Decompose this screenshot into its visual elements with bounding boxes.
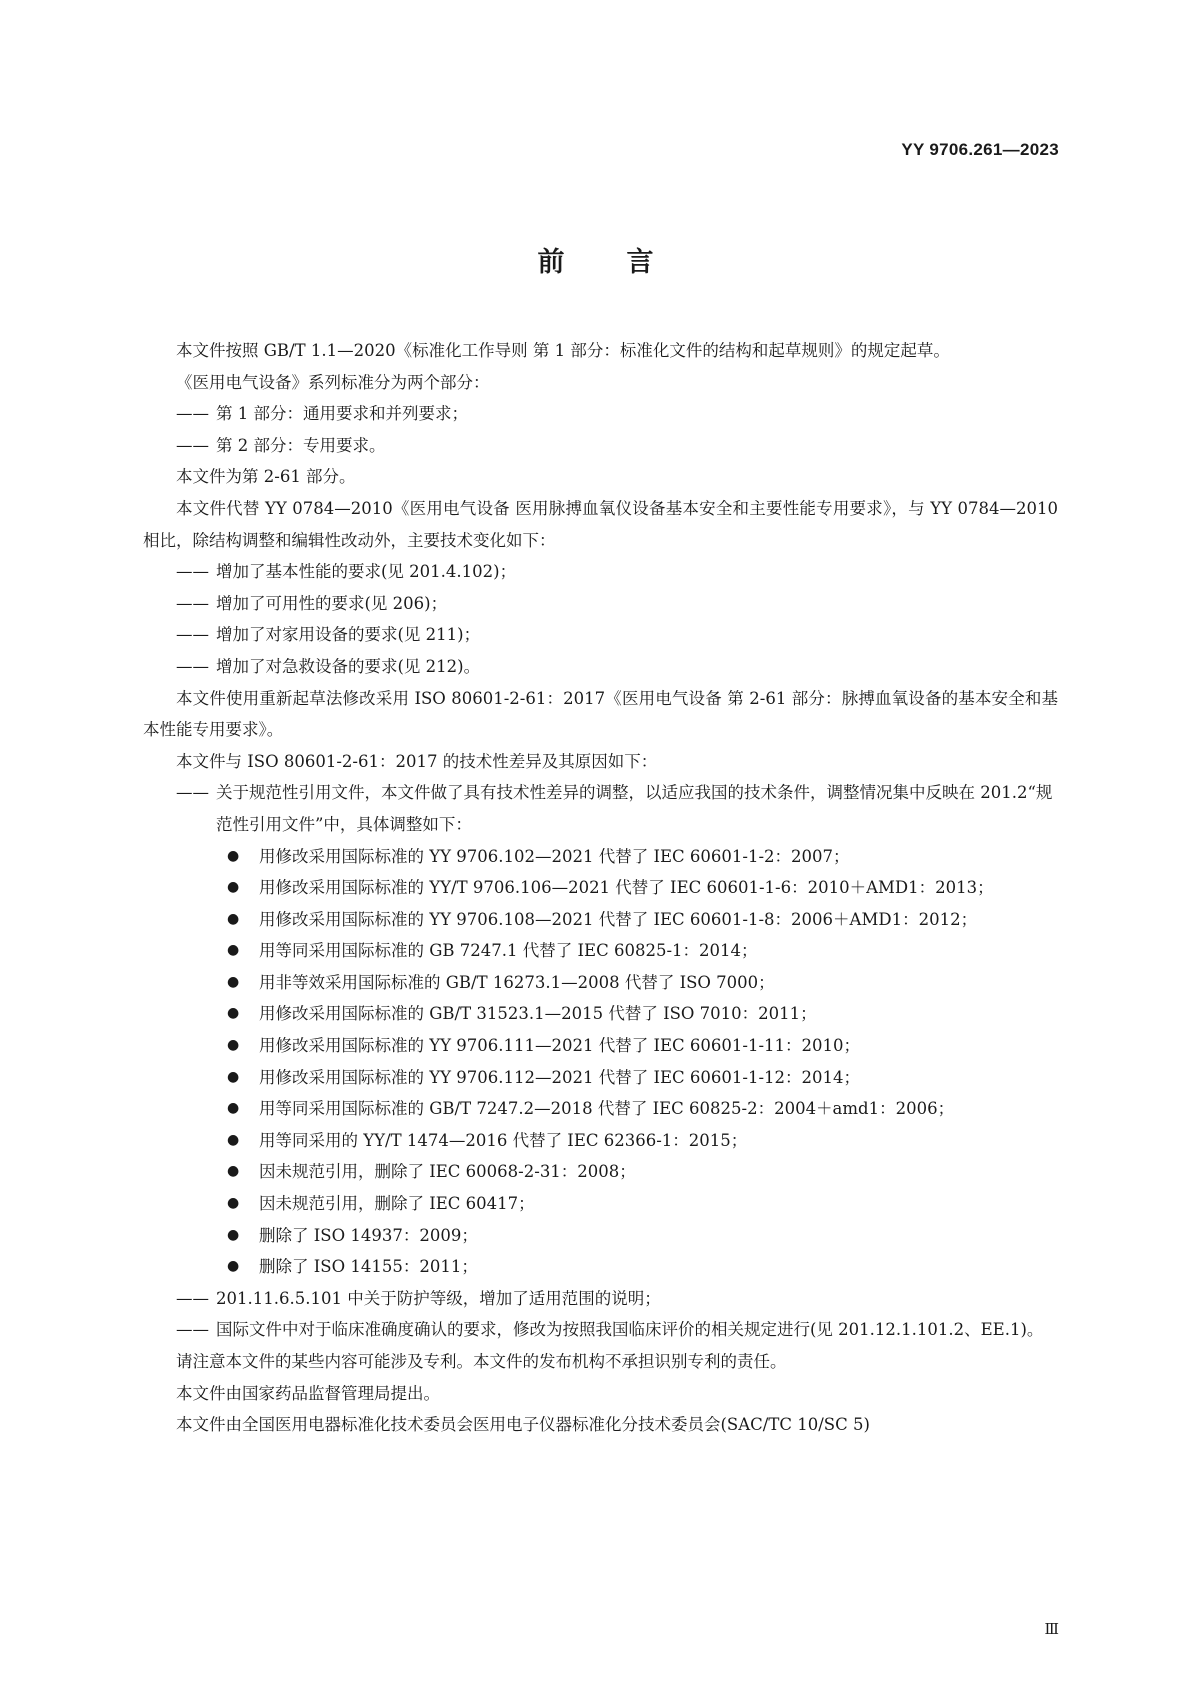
bullet-item: ● 用等同采用的 YY/T 1474—2016 代替了 IEC 62366-1：2015； xyxy=(143,1125,1058,1157)
bullet-icon: ● xyxy=(227,1068,240,1085)
paragraph-proposer: 本文件由国家药品监督管理局提出。 xyxy=(176,1383,440,1403)
bullet-item: ● 用修改采用国际标准的 YY 9706.111—2021 代替了 IEC 60601-1-11：2010； xyxy=(143,1030,1058,1062)
bullet-icon: ● xyxy=(227,910,240,927)
bullet-icon: ● xyxy=(227,973,240,990)
dash-mark: —— xyxy=(176,625,209,645)
paragraph-series-parts: 《医用电气设备》系列标准分为两个部分： xyxy=(176,372,490,392)
bullet-item: ● 删除了 ISO 14937：2009； xyxy=(143,1220,1058,1252)
list-item: —— 201.11.6.5.101 中关于防护等级，增加了适用范围的说明； xyxy=(143,1283,1058,1315)
page-title: 前言 xyxy=(537,247,716,278)
bullet-item: ● 用等同采用国际标准的 GB/T 7247.2—2018 代替了 IEC 60825-2：2004＋amd1：2006； xyxy=(143,1093,1058,1125)
bullet-icon: ● xyxy=(227,1005,240,1022)
bullet-item: ● 用非等效采用国际标准的 GB/T 16273.1—2008 代替了 ISO 7000； xyxy=(143,967,1058,999)
foreword-body xyxy=(143,335,1058,1441)
bullet-item: ● 用修改采用国际标准的 YY 9706.108—2021 代替了 IEC 60601-1-8：2006＋AMD1：2012； xyxy=(143,904,1058,936)
paragraph-adoption: 本文件使用重新起草法修改采用 ISO 80601-2-61：2017《医用电气设备 第 2-61 部分：脉搏血氧设备的基本安全和基本性能专用要求》。 xyxy=(143,688,1058,740)
dash-mark: —— xyxy=(176,562,209,582)
list-item: —— 增加了可用性的要求(见 206)； xyxy=(143,588,1058,620)
bullet-icon: ● xyxy=(227,1037,240,1054)
dash-mark: —— xyxy=(176,656,209,676)
list-item: —— 国际文件中对于临床准确度确认的要求，修改为按照我国临床评价的相关规定进行(见 201.12.1.101.2、EE.1)。 xyxy=(143,1314,1058,1346)
dash-mark: —— xyxy=(176,1320,209,1340)
bullet-item: ● 用修改采用国际标准的 GB/T 31523.1—2015 代替了 ISO 7010：2011； xyxy=(143,998,1058,1030)
dash-mark: —— xyxy=(176,435,209,455)
bullet-icon: ● xyxy=(227,1226,240,1243)
bullet-item: ● 用修改采用国际标准的 YY 9706.112—2021 代替了 IEC 60601-1-12：2014； xyxy=(143,1062,1058,1094)
list-item: —— 关于规范性引用文件，本文件做了具有技术性差异的调整，以适应我国的技术条件，调整情况集中反映在 201.2“规范性引用文件”中，具体调整如下： xyxy=(143,777,1058,840)
bullet-item: ● 因未规范引用，删除了 IEC 60417； xyxy=(143,1188,1058,1220)
bullet-item: ● 用修改采用国际标准的 YY/T 9706.106—2021 代替了 IEC 60601-1-6：2010＋AMD1：2013； xyxy=(143,872,1058,904)
page-number: Ⅲ xyxy=(1044,1620,1059,1638)
list-item: —— 增加了对急救设备的要求(见 212)。 xyxy=(143,651,1058,683)
dash-mark: —— xyxy=(176,1288,209,1308)
bullet-icon: ● xyxy=(227,879,240,896)
bullet-icon: ● xyxy=(227,1195,240,1212)
paragraph-patent-notice: 请注意本文件的某些内容可能涉及专利。本文件的发布机构不承担识别专利的责任。 xyxy=(176,1352,787,1371)
list-item: —— 增加了对家用设备的要求(见 211)； xyxy=(143,619,1058,651)
bullet-item: ● 删除了 ISO 14155：2011； xyxy=(143,1251,1058,1283)
bullet-item: ● 用修改采用国际标准的 YY 9706.102—2021 代替了 IEC 60601-1-2：2007； xyxy=(143,841,1058,873)
bullet-icon: ● xyxy=(227,1131,240,1148)
bullet-icon: ● xyxy=(227,1163,240,1180)
dash-mark: —— xyxy=(176,593,209,613)
paragraph-replacement: 本文件代替 YY 0784—2010《医用电气设备 医用脉搏血氧仪设备基本安全和主要性能专用要求》，与 YY 0784—2010 相比，除结构调整和编辑性改动外，主要技术变化如下： xyxy=(143,498,1058,550)
dash-mark: —— xyxy=(176,783,209,803)
bullet-icon: ● xyxy=(227,1258,240,1275)
list-item: —— 第 2 部分：专用要求。 xyxy=(143,430,1058,462)
list-item: —— 增加了基本性能的要求(见 201.4.102)； xyxy=(143,556,1058,588)
dash-mark: —— xyxy=(176,404,209,424)
list-item: —— 第 1 部分：通用要求和并列要求； xyxy=(143,398,1058,430)
bullet-icon: ● xyxy=(227,847,240,864)
bullet-item: ● 因未规范引用，删除了 IEC 60068-2-31：2008； xyxy=(143,1156,1058,1188)
bullet-item: ● 用等同采用国际标准的 GB 7247.1 代替了 IEC 60825-1：2014； xyxy=(143,935,1058,967)
paragraph-committee: 本文件由全国医用电器标准化技术委员会医用电子仪器标准化分技术委员会(SAC/TC 10/SC 5) xyxy=(176,1415,870,1435)
standard-code: YY 9706.261—2023 xyxy=(901,140,1059,159)
paragraph-technical-differences: 本文件与 ISO 80601-2-61：2017 的技术性差异及其原因如下： xyxy=(176,751,658,771)
bullet-icon: ● xyxy=(227,1100,240,1117)
paragraph-part-number: 本文件为第 2-61 部分。 xyxy=(176,467,356,487)
bullet-icon: ● xyxy=(227,942,240,959)
paragraph-drafting-rules: 本文件按照 GB/T 1.1—2020《标准化工作导则 第 1 部分：标准化文件的结构和起草规则》的规定起草。 xyxy=(176,341,950,360)
